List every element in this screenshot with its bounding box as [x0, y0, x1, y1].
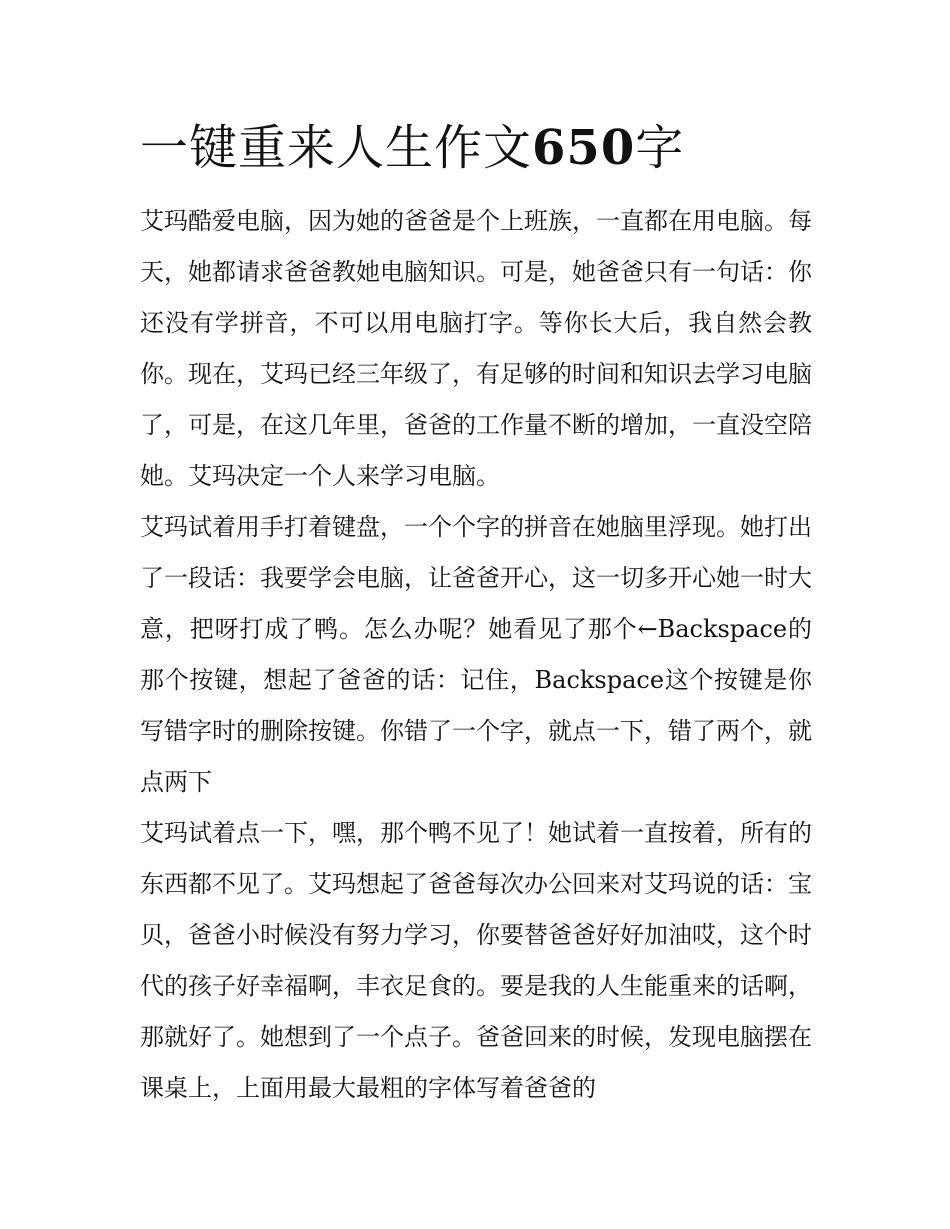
title-number: 650: [532, 120, 636, 176]
paragraph-1: 艾玛酷爱电脑，因为她的爸爸是个上班族，一直都在用电脑。每天，她都请求爸爸教她电脑知识。可是，她爸爸只有一句话：你还没有学拼音，不可以用电脑打字。等你长大后，我自然会教你。现在，艾玛已经三年级了，有足够的时间和知识去学习电脑了，可是，在这几年里，爸爸的工作量不断的增加，一直没空陪她。艾玛决定一个人来学习电脑。: [140, 207, 812, 490]
title-text: 一键重来人生作文: [140, 120, 533, 176]
paragraph-3: 艾玛试着点一下，嘿，那个鸭不见了！她试着一直按着，所有的东西都不见了。艾玛想起了爸爸每次办公回来对艾玛说的话：宝贝，爸爸小时候没有努力学习，你要替爸爸好好加油哎，这个时代的孩子好幸福啊，丰衣足食的。要是我的人生能重来的话啊，那就好了。她想到了一个点子。爸爸回来的时候，发现电脑摆在课桌上，上面用最大最粗的字体写着爸爸的: [140, 819, 812, 1102]
title-suffix: 字: [635, 120, 685, 176]
page-title: [140, 118, 684, 178]
paragraph-2: 艾玛试着用手打着键盘，一个个字的拼音在她脑里浮现。她打出了一段话：我要学会电脑，让爸爸开心，这一切多开心她一时大意，把呀打成了鸭。怎么办呢？她看见了那个←Backspace的那个按键，想起了爸爸的话：记住，Backspace这个按键是你写错字时的删除按键。你错了一个字，就点一下，错了两个，就点两下: [140, 513, 812, 796]
article-body: [140, 196, 812, 1114]
